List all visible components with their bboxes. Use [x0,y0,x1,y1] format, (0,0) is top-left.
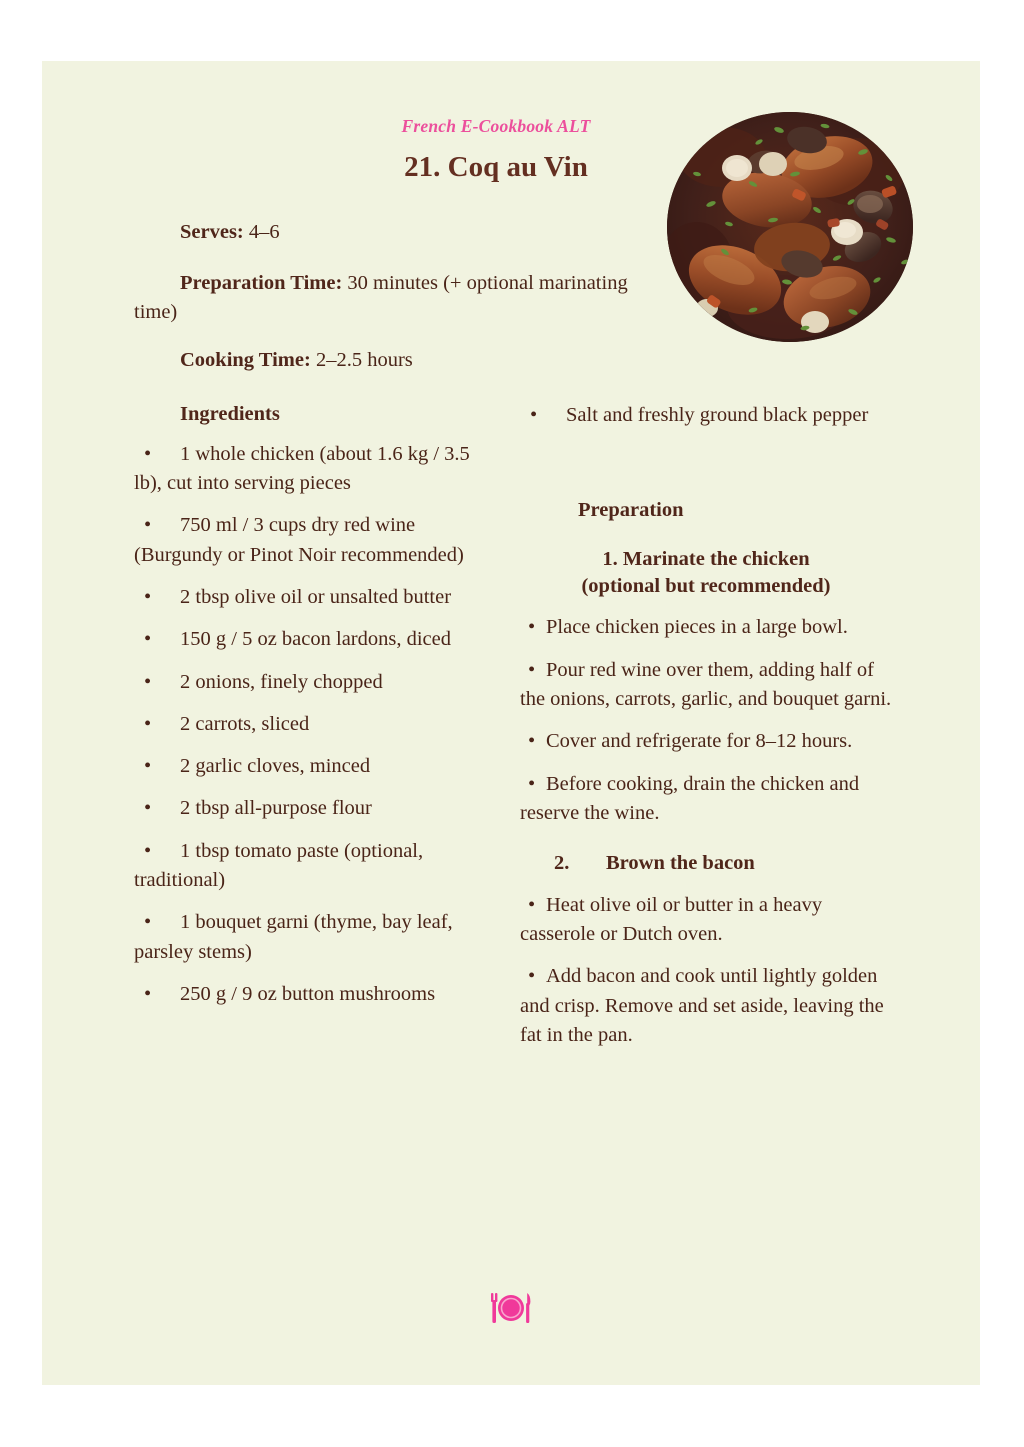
preparation-bullet-text: Heat olive oil or butter in a heavy casserole or Dutch oven. [520,893,823,945]
bullet-icon: • [144,670,152,693]
ingredient-text: 2 onions, finely chopped [180,670,383,693]
bullet-icon: • [528,965,536,988]
preparation-bullet [520,891,892,950]
bullet-icon: • [528,730,536,753]
step-2-title-text: Brown the bacon [606,852,755,875]
bullet-icon: • [528,893,536,916]
ingredient-item [134,837,494,896]
preparation-bullet-text: Before cooking, drain the chicken and reserve the wine. [520,772,860,825]
preparation-bullet-text: Pour red wine over them, adding half of the onions, carrots, garlic, and bouquet garni. [520,658,892,711]
preparation-bullet [520,656,892,715]
ingredient-text: 1 tbsp tomato paste (optional, traditional) [134,839,424,892]
ingredient-text: 2 garlic cloves, minced [180,755,371,778]
ingredient-text: 2 tbsp all-purpose flour [180,797,372,820]
ingredient-text: 1 whole chicken (about 1.6 kg / 3.5 lb), cut into serving pieces [134,442,470,494]
ingredient-item [134,980,494,1009]
ingredient-text: 1 bouquet garni (thyme, bay leaf, parsley stems) [134,911,453,963]
ingredient-item [134,794,494,823]
bullet-icon: • [530,404,538,426]
ingredient-item [134,908,494,967]
ingredient-text: 150 g / 5 oz bacon lardons, diced [180,628,451,651]
preparation-heading: Preparation [578,499,684,522]
preparation-bullet-text: Add bacon and cook until lightly golden and crisp. Remove and set aside, leaving the fat in the pan. [520,965,884,1046]
bullet-icon: • [528,616,536,639]
ingredient-text: 2 carrots, sliced [180,712,310,735]
meta-preparation-time-value: 30 minutes (+ optional marinating time) [134,272,628,324]
bullet-icon: • [144,797,152,820]
preparation-bullet [520,727,892,756]
meta-cooking-time [134,346,634,375]
bullet-icon: • [144,712,152,735]
bullet-icon: • [144,628,152,651]
bullet-icon: • [144,983,152,1006]
preparation-bullet [520,962,892,1050]
ingredient-item [134,668,494,697]
preparation-bullet-text: Place chicken pieces in a large bowl. [546,616,848,639]
preparation-step-1-title [520,546,892,601]
ingredient-item [134,625,494,654]
ingredient-text: Salt and freshly ground black pepper [566,404,869,426]
recipe-hero-photo [667,112,913,342]
ingredient-item [134,752,494,781]
cookbook-brand-label: French E-Cookbook ALT [401,116,591,136]
bullet-icon: • [144,585,152,608]
coq-au-vin-photo-illustration [667,112,913,342]
meta-serves-label: Serves: [180,221,244,243]
page-title: 21. Coq au Vin [404,151,588,183]
bullet-icon: • [144,755,152,778]
ingredient-text: 750 ml / 3 cups dry red wine (Burgundy or Pinot Noir recommended) [134,514,464,566]
bullet-icon: • [144,442,152,465]
preparation-bullet [520,770,892,829]
meta-cooking-time-label: Cooking Time: [180,349,311,371]
meta-preparation-time [134,269,634,327]
ingredient-text: 250 g / 9 oz button mushrooms [180,983,436,1006]
bullet-icon: • [528,772,536,795]
preparation-column [520,401,892,1063]
plate-fork-knife-icon [481,1289,541,1329]
ingredients-column [134,401,494,1022]
ingredient-item [520,401,892,430]
ingredient-item [134,583,494,612]
step-1-title-line-1: 1. Marinate the chicken [602,547,810,570]
ingredient-item [134,710,494,739]
meta-preparation-time-label: Preparation Time: [180,272,343,294]
bullet-icon: • [144,911,152,934]
column-spacer [520,443,892,497]
footer-ornament [42,1289,980,1334]
bullet-icon: • [144,514,152,537]
step-2-number: 2. [554,852,570,875]
meta-cooking-time-value: 2–2.5 hours [315,349,413,371]
ingredient-item [134,440,494,499]
meta-serves [134,218,634,247]
preparation-bullet-text: Cover and refrigerate for 8–12 hours. [546,730,853,753]
preparation-step-2-title [520,850,892,877]
cookbook-page [42,61,980,1385]
ingredients-heading: Ingredients [180,403,280,425]
preparation-bullet [520,613,892,642]
meta-serves-value: 4–6 [248,221,280,243]
ingredient-item [134,511,494,570]
bullet-icon: • [144,839,152,862]
ingredient-text: 2 tbsp olive oil or unsalted butter [180,585,452,608]
step-1-title-line-2: (optional but recommended) [581,575,831,598]
bullet-icon: • [528,658,536,681]
